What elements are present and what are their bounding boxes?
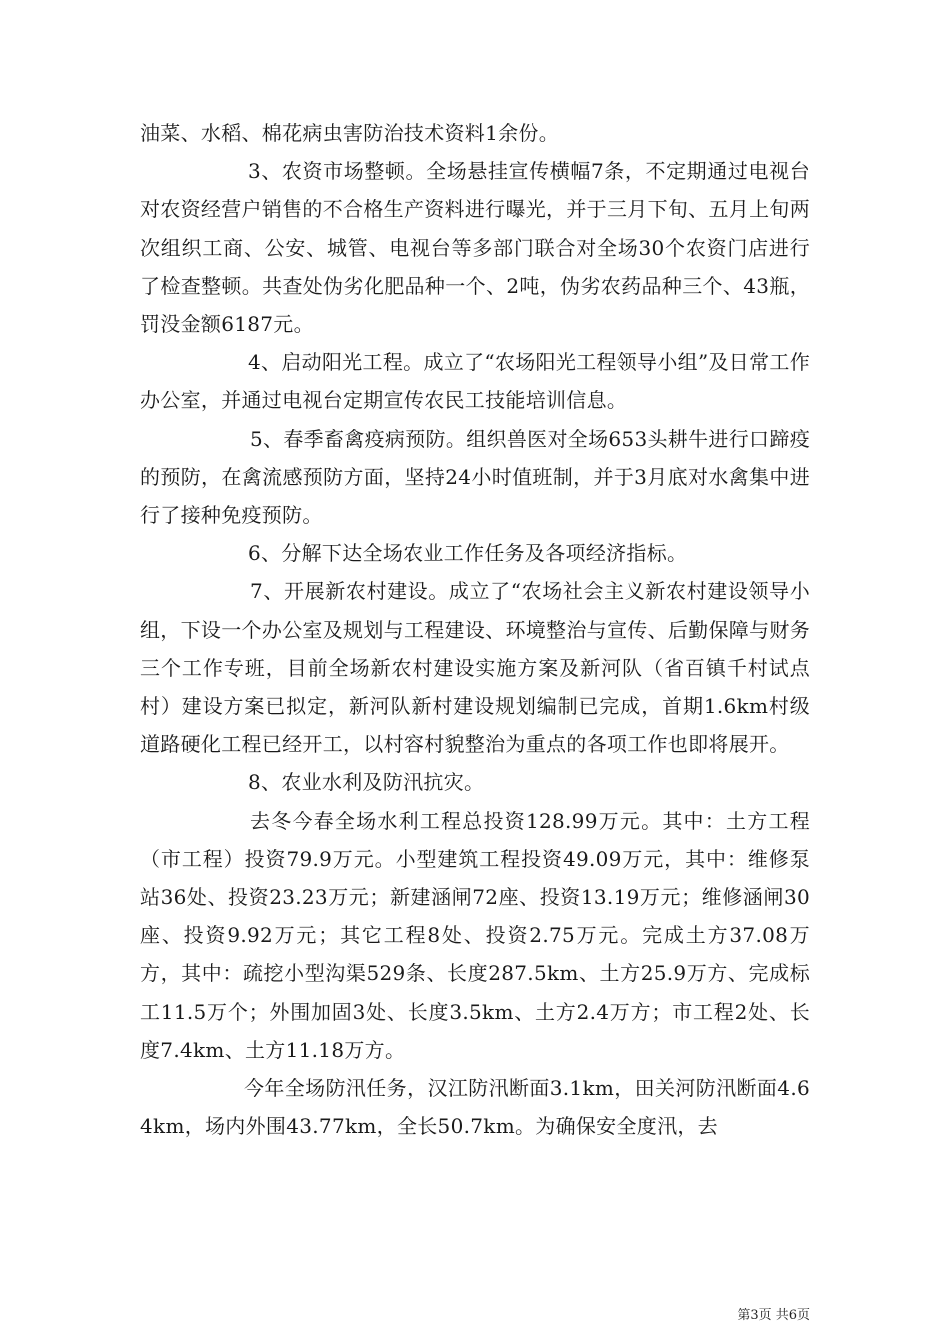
paragraph-item-5-epidemic: 5、春季畜禽疫病预防。组织兽医对全场653头耕牛进行口蹄疫的预防，在禽流感预防方面，坚持24小时值班制，并于3月底对水禽集中进行了接种免疫预防。 — [140, 426, 810, 528]
paragraph-flood-control: 今年全场防汛任务，汉江防汛断面3.1km，田关河防汛断面4.64km，场内外围43.77km，全长50.7km。为确保安全度汛，去 — [140, 1076, 810, 1139]
paragraph-item-6-tasks: 6、分解下达全场农业工作任务及各项经济指标。 — [248, 541, 688, 566]
paragraph-item-8-water: 8、农业水利及防汛抗灾。 — [248, 770, 485, 795]
paragraph-item-4-sunshine: 4、启动阳光工程。成立了“农场阳光工程领导小组”及日常工作办公室，并通过电视台定期宣传农民工技能培训信息。 — [140, 350, 810, 413]
paragraph-investment: 去冬今春全场水利工程总投资128.99万元。其中：土方工程（市工程）投资79.9万元。小型建筑工程投资49.09万元，其中：维修泵站36处、投资23.23万元；新建涵闸72座、投资13.19万元；维修涵闸30座、投资9.92万元；其它工程8处、投资2.75万元。完成土方37.08万方，其中：疏挖小型沟渠529条、长度287.5km、土方25.9万方、完成标工11.5万个；外围加固3处、长度3.5km、土方2.4万方；市工程2处、长度7.4km、土方11.18万方。 — [140, 808, 810, 1062]
document-body — [140, 114, 810, 1145]
paragraph-continued-materials: 油菜、水稻、棉花病虫害防治技术资料1余份。 — [140, 121, 560, 145]
paragraph-item-7-new-village: 7、开展新农村建设。成立了“农场社会主义新农村建设领导小组，下设一个办公室及规划与工程建设、环境整治与宣传、后勤保障与财务三个工作专班，目前全场新农村建设实施方案及新河队（省百镇千村试点村）建设方案已拟定，新河队新村建设规划编制已完成，首期1.6km村级道路硬化工程已经开工，以村容村貌整治为重点的各项工作也即将展开。 — [140, 579, 810, 757]
paragraph-item-3-market: 3、农资市场整顿。全场悬挂宣传横幅7条，不定期通过电视台对农资经营户销售的不合格生产资料进行曝光，并于三月下旬、五月上旬两次组织工商、公安、城管、电视台等多部门联合对全场30个农资门店进行了检查整顿。共查处伪劣化肥品种一个、2吨，伪劣农药品种三个、43瓶，罚没金额6187元。 — [140, 159, 810, 337]
page-number: 第3页 共6页 — [737, 1308, 810, 1323]
